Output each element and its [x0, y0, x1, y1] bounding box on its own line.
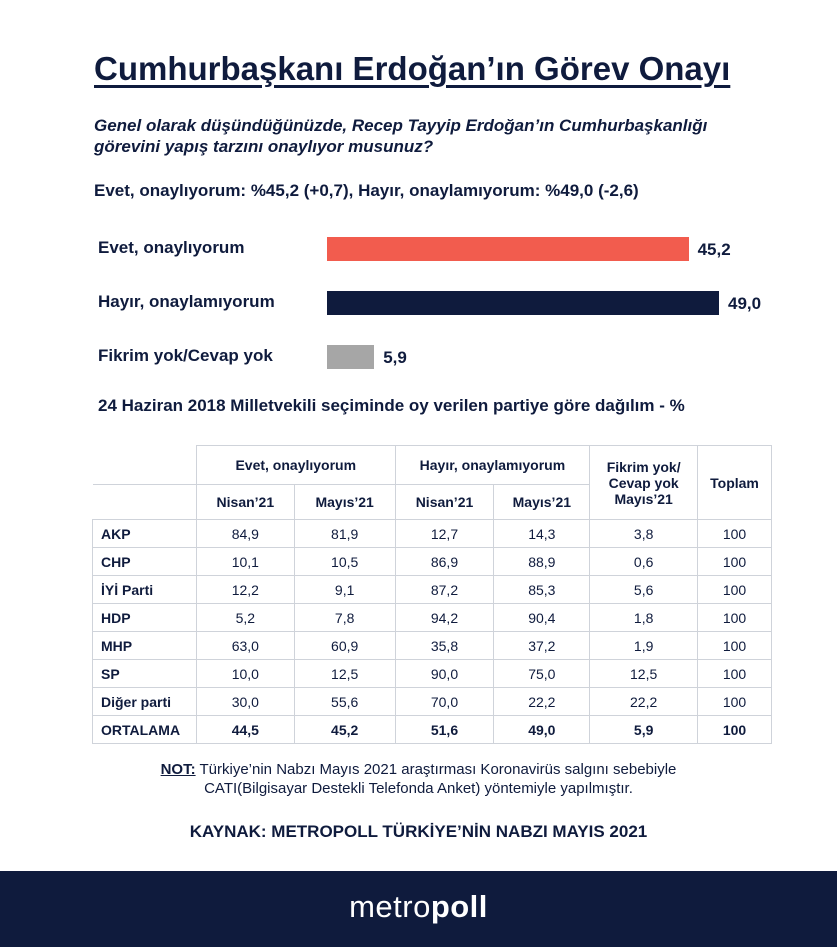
- table-row: [93, 576, 772, 604]
- value-cell: 51,6: [395, 716, 494, 744]
- party-name-cell: Diğer parti: [93, 688, 197, 716]
- sub-header-hayir-nisan: Nisan’21: [395, 485, 494, 520]
- question-line-2: görevini yapış tarzını onaylıyor musunuz?: [94, 137, 434, 156]
- table-row: [93, 716, 772, 744]
- value-cell: 30,0: [196, 688, 294, 716]
- value-cell: 100: [698, 660, 772, 688]
- bar-label-fikrim-yok: Fikrim yok/Cevap yok: [98, 346, 273, 365]
- table-corner: [93, 485, 197, 520]
- value-cell: 12,2: [196, 576, 294, 604]
- note-line-2: CATI(Bilgisayar Destekli Telefonda Anket) yöntemiyle yapılmıştır.: [204, 780, 633, 797]
- table-row: [93, 520, 772, 548]
- sub-header-hayir-mayis: Mayıs’21: [494, 485, 590, 520]
- party-name-cell: HDP: [93, 604, 197, 632]
- table-title: 24 Haziran 2018 Milletvekili seçiminde oy verilen partiye göre dağılım - %: [98, 396, 685, 415]
- footer-band: [0, 871, 837, 947]
- bar-value-fikrim-yok: 5,9: [383, 348, 407, 367]
- party-name-cell: MHP: [93, 632, 197, 660]
- value-cell: 7,8: [294, 604, 395, 632]
- value-cell: 85,3: [494, 576, 590, 604]
- party-name-cell: ORTALAMA: [93, 716, 197, 744]
- value-cell: 45,2: [294, 716, 395, 744]
- bar-label-hayir: Hayır, onaylamıyorum: [98, 292, 275, 311]
- value-cell: 49,0: [494, 716, 590, 744]
- value-cell: 22,2: [494, 688, 590, 716]
- value-cell: 10,0: [196, 660, 294, 688]
- value-cell: 14,3: [494, 520, 590, 548]
- logo-text-poll: poll: [430, 889, 488, 924]
- value-cell: 1,9: [590, 632, 698, 660]
- value-cell: 100: [698, 688, 772, 716]
- value-cell: 100: [698, 604, 772, 632]
- value-cell: 55,6: [294, 688, 395, 716]
- value-cell: 10,5: [294, 548, 395, 576]
- bar-label-evet: Evet, onaylıyorum: [98, 238, 245, 257]
- value-cell: 5,9: [590, 716, 698, 744]
- value-cell: 12,7: [395, 520, 494, 548]
- methodology-note: [0, 760, 837, 798]
- value-cell: 86,9: [395, 548, 494, 576]
- value-cell: 10,1: [196, 548, 294, 576]
- value-cell: 37,2: [494, 632, 590, 660]
- note-line-1: Türkiye’nin Nabzı Mayıs 2021 araştırması Koronavirüs salgını sebebiyle: [199, 761, 677, 778]
- page-title: Cumhurbaşkanı Erdoğan’ın Görev Onayı: [94, 50, 731, 87]
- value-cell: 90,0: [395, 660, 494, 688]
- note-label: NOT:: [160, 761, 196, 778]
- bar-hayir: [327, 291, 719, 315]
- bar-evet: [327, 237, 689, 261]
- party-breakdown-table: [92, 445, 772, 744]
- table-row: [93, 660, 772, 688]
- group-header-hayir: Hayır, onaylamıyorum: [395, 446, 590, 485]
- summary-line: Evet, onaylıyorum: %45,2 (+0,7), Hayır, onaylamıyorum: %49,0 (-2,6): [94, 181, 639, 200]
- party-name-cell: AKP: [93, 520, 197, 548]
- metropoll-logo: [0, 889, 837, 925]
- table-row: [93, 688, 772, 716]
- value-cell: 9,1: [294, 576, 395, 604]
- bar-fikrim-yok: [327, 345, 374, 369]
- value-cell: 100: [698, 632, 772, 660]
- question-line-1: Genel olarak düşündüğünüzde, Recep Tayyip Erdoğan’ın Cumhurbaşkanlığı: [94, 116, 708, 135]
- bar-value-evet: 45,2: [697, 240, 731, 259]
- party-name-cell: İYİ Parti: [93, 576, 197, 604]
- value-cell: 12,5: [294, 660, 395, 688]
- value-cell: 1,8: [590, 604, 698, 632]
- value-cell: 81,9: [294, 520, 395, 548]
- value-cell: 5,6: [590, 576, 698, 604]
- value-cell: 100: [698, 520, 772, 548]
- value-cell: 5,2: [196, 604, 294, 632]
- value-cell: 3,8: [590, 520, 698, 548]
- survey-question: [94, 115, 824, 157]
- logo-text-metro: metro: [349, 889, 431, 924]
- value-cell: 84,9: [196, 520, 294, 548]
- group-header-toplam: Toplam: [698, 446, 772, 520]
- value-cell: 60,9: [294, 632, 395, 660]
- table-row: [93, 548, 772, 576]
- value-cell: 94,2: [395, 604, 494, 632]
- group-header-fikrim-yok: Fikrim yok/ Cevap yok Mayıs’21: [590, 446, 698, 520]
- source-line: KAYNAK: METROPOLL TÜRKİYE’NİN NABZI MAYIS 2021: [189, 822, 648, 841]
- sub-header-evet-mayis: Mayıs’21: [294, 485, 395, 520]
- value-cell: 22,2: [590, 688, 698, 716]
- value-cell: 70,0: [395, 688, 494, 716]
- value-cell: 75,0: [494, 660, 590, 688]
- bar-value-hayir: 49,0: [728, 294, 762, 313]
- value-cell: 63,0: [196, 632, 294, 660]
- value-cell: 12,5: [590, 660, 698, 688]
- value-cell: 90,4: [494, 604, 590, 632]
- party-name-cell: SP: [93, 660, 197, 688]
- group-header-evet: Evet, onaylıyorum: [196, 446, 395, 485]
- sub-header-evet-nisan: Nisan’21: [196, 485, 294, 520]
- value-cell: 87,2: [395, 576, 494, 604]
- table-row: [93, 632, 772, 660]
- table-corner: [93, 446, 197, 485]
- value-cell: 44,5: [196, 716, 294, 744]
- value-cell: 100: [698, 576, 772, 604]
- value-cell: 100: [698, 548, 772, 576]
- value-cell: 100: [698, 716, 772, 744]
- value-cell: 0,6: [590, 548, 698, 576]
- party-name-cell: CHP: [93, 548, 197, 576]
- value-cell: 35,8: [395, 632, 494, 660]
- table-row: [93, 604, 772, 632]
- value-cell: 88,9: [494, 548, 590, 576]
